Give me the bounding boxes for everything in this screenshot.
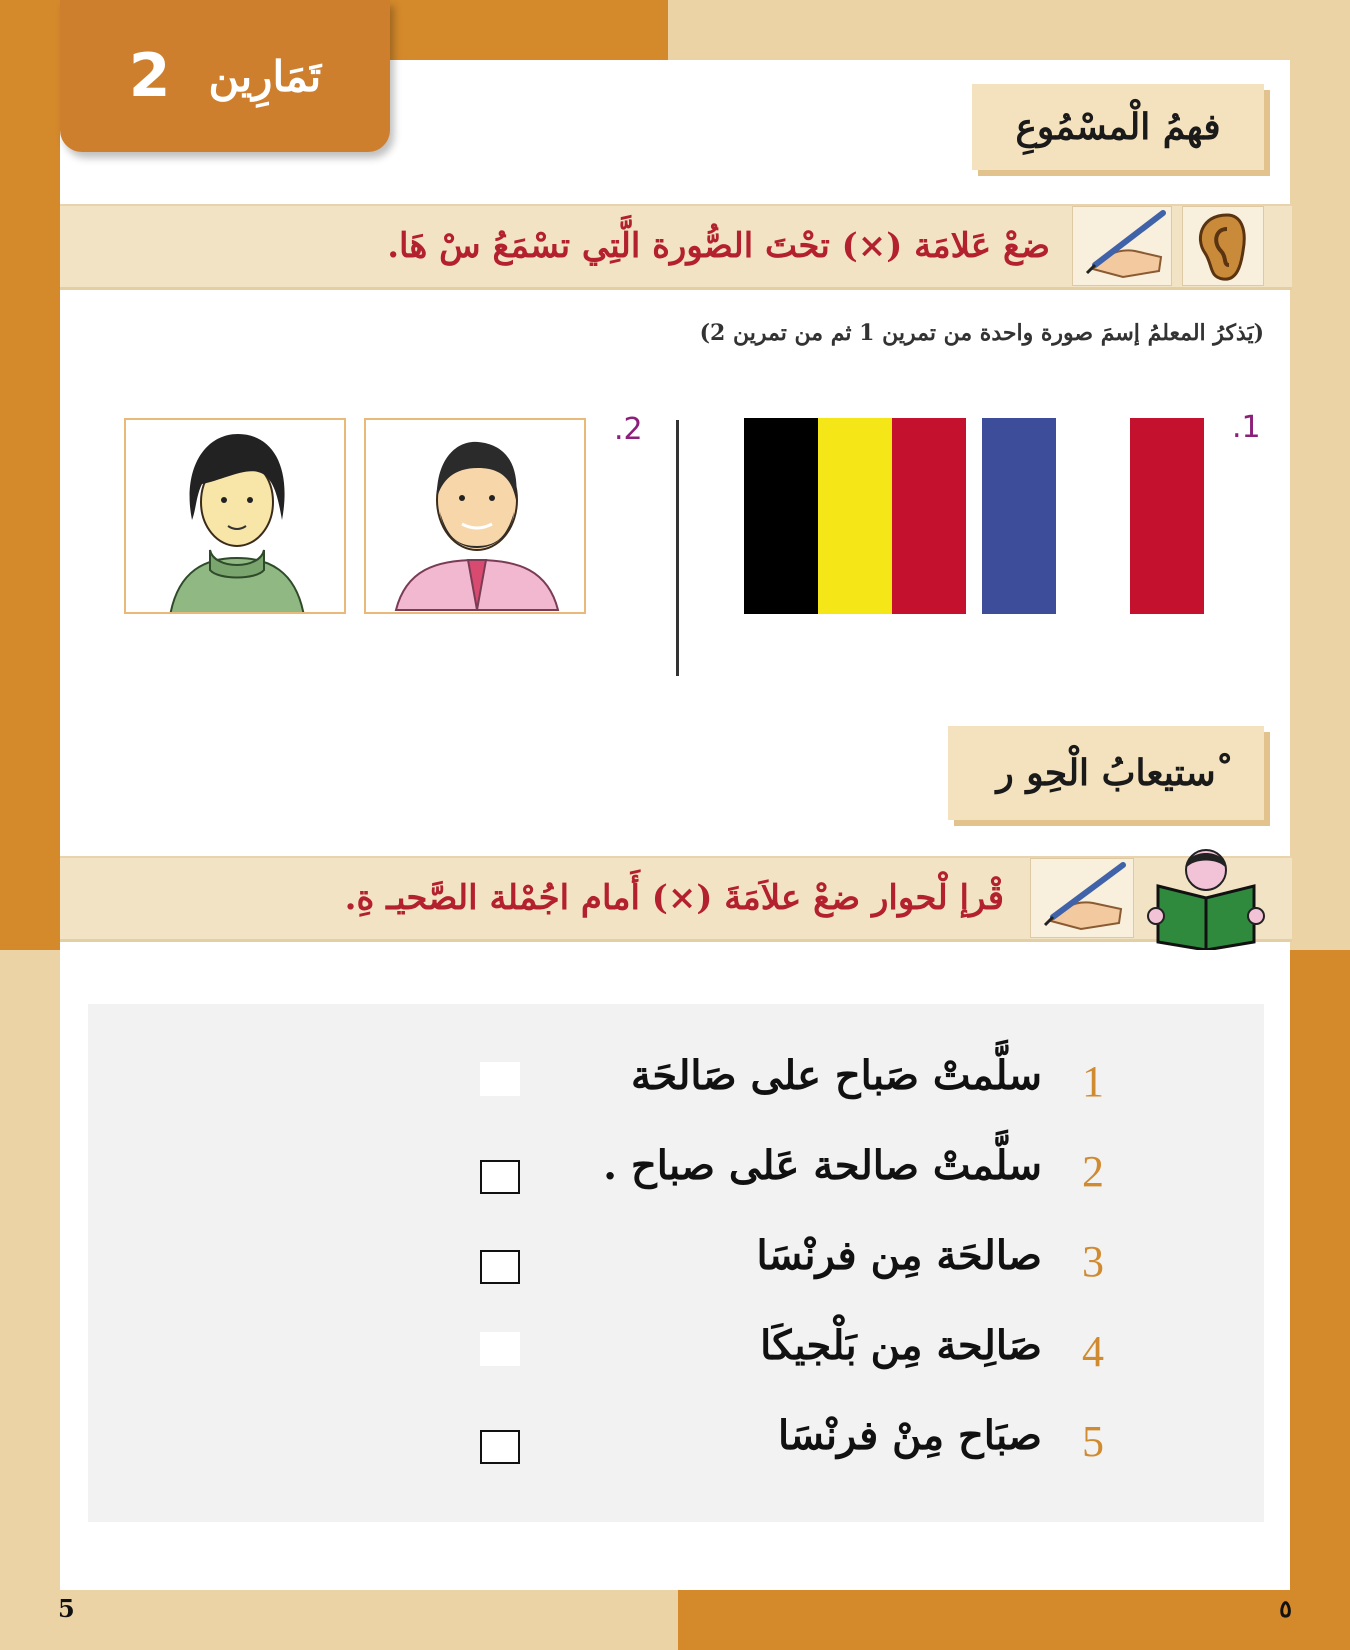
flag-stripe-white	[1056, 418, 1130, 614]
flag-stripe-red	[892, 418, 966, 614]
writing-hand-icon	[1030, 858, 1134, 938]
answer-checkbox[interactable]	[480, 1250, 520, 1284]
woman-picture[interactable]	[124, 418, 346, 614]
writing-hand-icon	[1072, 206, 1172, 286]
frame-top-right	[668, 0, 1350, 60]
flag-stripe-red	[1130, 418, 1204, 614]
item-1-number: .1	[1232, 410, 1261, 445]
frame-bottom-right	[678, 1590, 1350, 1650]
ear-icon	[1182, 206, 1264, 286]
sentence-text: سلَّمتْ صَباح على صَالحَة	[630, 1052, 1042, 1099]
sentence-number: 1	[1082, 1057, 1104, 1106]
sentence-text: سلَّمتْ صالحة عَلى صباح .	[603, 1142, 1042, 1189]
france-flag[interactable]	[982, 418, 1204, 614]
bearded-man-illustration	[366, 420, 586, 614]
listening-section-label: فهمُ الْمسْمُوعِ	[972, 84, 1264, 170]
frame-left-bottom	[0, 950, 60, 1650]
sentence-row-5	[88, 1408, 1264, 1478]
comprehension-section-label: ْستيعابُ الْحِو ر	[948, 726, 1264, 820]
flag-stripe-blue	[982, 418, 1056, 614]
woman-illustration	[126, 420, 346, 614]
items-divider	[676, 420, 679, 676]
sentence-number: 5	[1082, 1417, 1104, 1466]
sentence-text: صَالِحة مِن بَلْجيكَا	[760, 1322, 1042, 1369]
frame-bottom-left	[0, 1590, 678, 1650]
frame-right-bottom	[1290, 950, 1350, 1650]
man-picture[interactable]	[364, 418, 586, 614]
teacher-note: (يَذكرُ المعلمُ إسمَ صورة واحدة من تمرين 1 ثم من تمرين 2)	[699, 320, 1264, 346]
flag-stripe-yellow	[818, 418, 892, 614]
frame-left-top	[0, 0, 60, 950]
sentence-text: صالحَة مِن فرنْسَا	[756, 1232, 1042, 1279]
listening-instruction: ضعْ عَلامَة (×) تحْتَ الصُّورة الَّتِي تسْمَعُ سْ هَا.	[387, 226, 1050, 266]
answer-checkbox[interactable]	[480, 1160, 520, 1194]
comprehension-instruction: قْرإ لْحوار ضعْ علاَمَةَ (×) أَمام اجُمْلة الصَّحيـ ةِ.	[344, 878, 1004, 918]
sentence-number: 3	[1082, 1237, 1104, 1286]
flag-stripe-black	[744, 418, 818, 614]
answer-checkbox[interactable]	[480, 1430, 520, 1464]
sentence-number: 2	[1082, 1147, 1104, 1196]
page-number-left: 5	[58, 1594, 75, 1623]
answer-checkbox[interactable]	[480, 1332, 520, 1366]
exercise-title: تَمَارِين	[208, 51, 322, 101]
exercise-number: 2	[128, 41, 171, 111]
reading-child-icon	[1146, 846, 1266, 950]
sentence-number: 4	[1082, 1327, 1104, 1376]
sentence-row-2	[88, 1138, 1264, 1208]
page-number-right: ٥	[1279, 1594, 1292, 1623]
exercise-header-tab	[60, 0, 390, 152]
answer-panel	[88, 1004, 1264, 1522]
belgium-flag[interactable]	[744, 418, 966, 614]
sentence-row-3	[88, 1228, 1264, 1298]
item-2-number: .2	[614, 412, 643, 447]
answer-checkbox[interactable]	[480, 1062, 520, 1096]
sentence-row-4	[88, 1318, 1264, 1388]
sentence-text: صبَاح مِنْ فرنْسَا	[778, 1412, 1042, 1459]
frame-right-top	[1290, 0, 1350, 950]
sentence-row-1	[88, 1048, 1264, 1118]
